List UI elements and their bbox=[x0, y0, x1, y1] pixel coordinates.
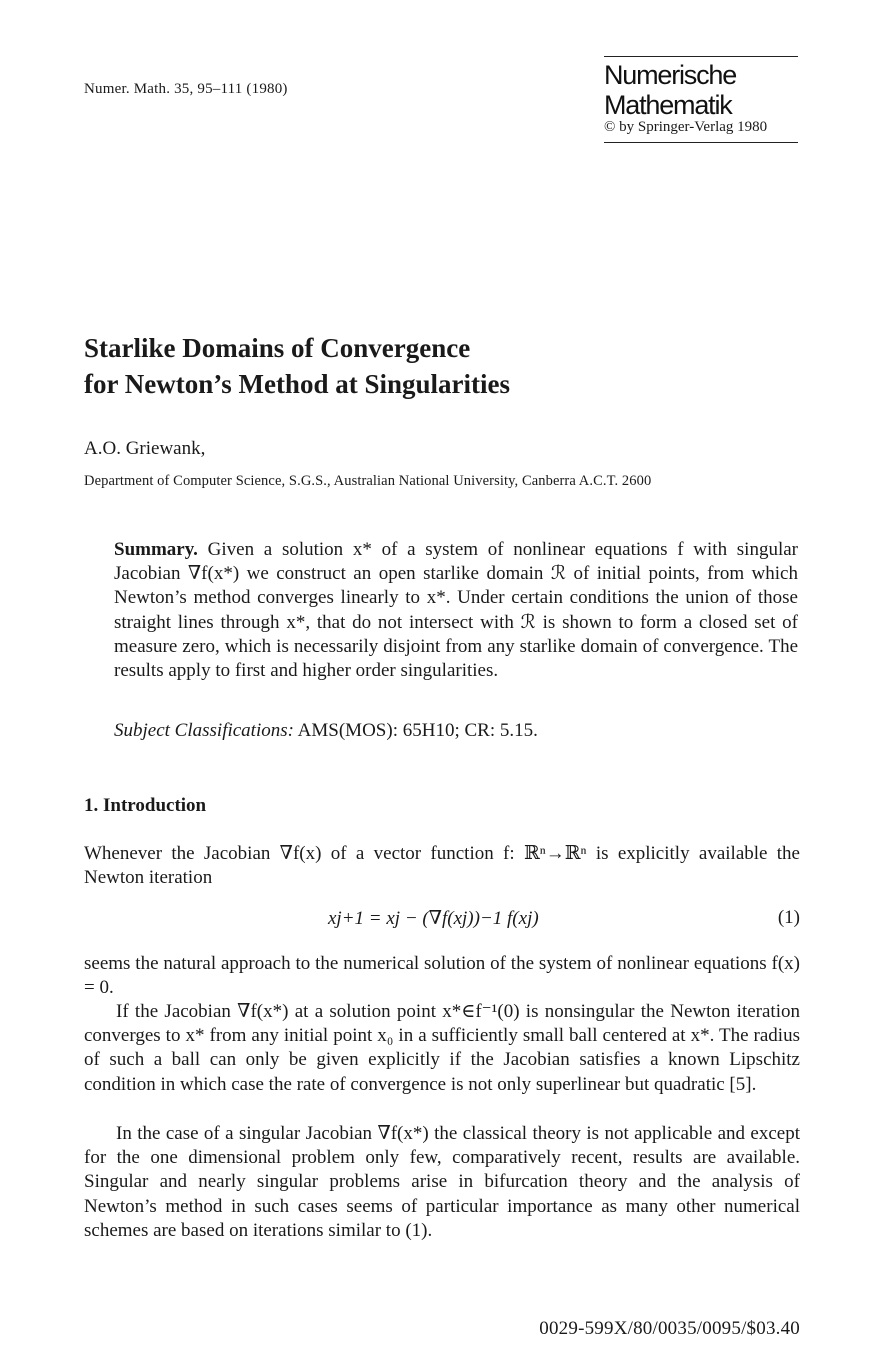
author-affiliation: Department of Computer Science, S.G.S., Australian National University, Canberra A.C.T. 2600 bbox=[84, 473, 652, 489]
article-code: 0029-599X/80/0035/0095/$03.40 bbox=[539, 1318, 800, 1339]
copyright-notice: © by Springer-Verlag 1980 bbox=[604, 119, 768, 135]
title-line-1: Starlike Domains of Convergence bbox=[84, 333, 471, 363]
summary-text: Given a solution x* of a system of nonlinear equations f with singular Jacobian ∇f(x*) we construct an open starlike domain ℛ of initial points, from which Newton’s method converges linearly to x*. Under certain conditions the union of those straight lines through x*, that do not intersect with ℛ is shown to form a closed set of measure zero, which is necessarily disjoint from any starlike domain of convergence. The results apply to first and higher order singularities. bbox=[114, 539, 799, 682]
masthead-bottom-rule bbox=[604, 142, 798, 143]
summary-paragraph bbox=[114, 538, 798, 683]
title-line-2: for Newton’s Method at Singularities bbox=[84, 369, 510, 399]
journal-citation: Numer. Math. 35, 95–111 (1980) bbox=[84, 81, 288, 97]
intro-paragraph-4: In the case of a singular Jacobian ∇f(x*) the classical theory is not applicable and except for the one dimensional problem only few, comparatively recent, results are available. Singular and nearly singular problems arise in bifurcation theory and the analysis of Newton’s method in such cases seems of particular importance as many other numerical schemes are based on iterations similar to (1). bbox=[84, 1123, 800, 1241]
author-name: A.O. Griewank, bbox=[84, 438, 206, 459]
subject-classifications-text: AMS(MOS): 65H10; CR: 5.15. bbox=[297, 720, 538, 741]
subject-classifications-label: Subject Classifications: bbox=[114, 720, 294, 741]
intro-paragraph-3: If the Jacobian ∇f(x*) at a solution point x*∈f⁻¹(0) is nonsingular the Newton iteration converges to x* from any initial point x₀ in a sufficiently small ball centered at x*. The radius of such a ball can only be given explicitly if the Jacobian satisfies a known Lipschitz condition in which case the rate of convergence is not only superlinear but quadratic [5]. bbox=[84, 1001, 800, 1095]
intro-paragraph-1: Whenever the Jacobian ∇f(x) of a vector function f: ℝⁿ→ℝⁿ is explicitly available the Newton iteration bbox=[84, 843, 800, 889]
masthead-top-rule bbox=[604, 56, 798, 57]
paper-title bbox=[84, 330, 510, 402]
journal-name-line2: Mathematik bbox=[604, 90, 732, 120]
subject-classifications bbox=[114, 720, 538, 742]
intro-paragraph-2: seems the natural approach to the numerical solution of the system of nonlinear equations f(x) = 0. bbox=[84, 953, 800, 999]
equation-number: (1) bbox=[777, 907, 800, 928]
summary-label: Summary. bbox=[114, 539, 198, 560]
newton-iteration-formula: xj+1 = xj − (∇f(xj))−1 f(xj) bbox=[328, 908, 539, 929]
equation-1 bbox=[84, 907, 800, 937]
journal-masthead bbox=[604, 56, 798, 143]
journal-name-line1: Numerische bbox=[604, 60, 737, 90]
section-heading-introduction: 1. Introduction bbox=[84, 795, 207, 816]
